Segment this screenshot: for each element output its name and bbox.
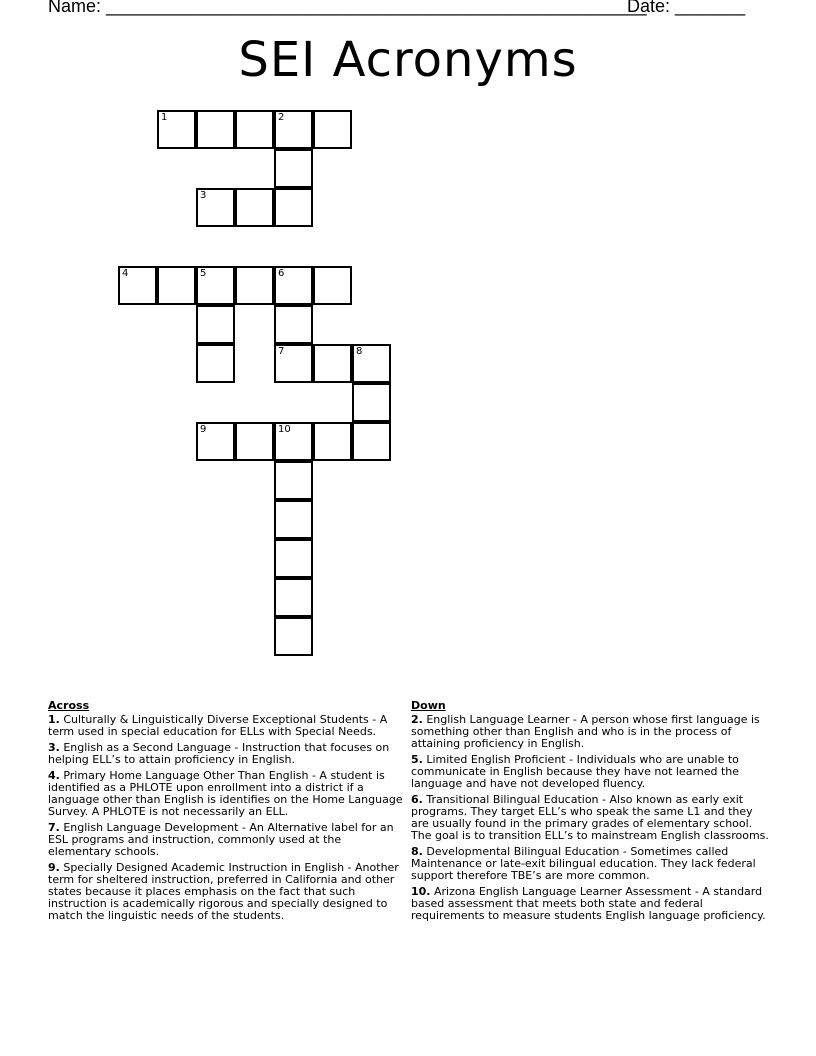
cell-number: 2: [278, 112, 285, 123]
crossword-cell[interactable]: [235, 188, 274, 227]
crossword-cell[interactable]: [313, 110, 352, 149]
clue-text: English Language Development - An Alternative label for an ESL programs and instruction, commonly used at the elementary schools.: [48, 821, 394, 858]
clue-text: English Language Learner - A person whose first language is something other than English and who is in the process of attaining proficiency in English.: [411, 713, 760, 750]
down-clue: [411, 714, 773, 750]
cell-number: 1: [161, 112, 168, 123]
clue-number: 2.: [411, 713, 423, 726]
crossword-cell[interactable]: [274, 578, 313, 617]
down-clue: [411, 754, 773, 790]
crossword-cell[interactable]: [274, 617, 313, 656]
down-clue: [411, 886, 773, 922]
cell-number: 9: [200, 424, 207, 435]
cell-number: 10: [278, 424, 291, 435]
cell-number: 8: [356, 346, 363, 357]
crossword-cell[interactable]: [274, 422, 313, 461]
crossword-cell[interactable]: [235, 266, 274, 305]
crossword-cell[interactable]: [313, 344, 352, 383]
crossword-cell[interactable]: [235, 422, 274, 461]
name-field-label: Name: ______________________________________________________: [48, 0, 647, 16]
clue-number: 7.: [48, 821, 60, 834]
down-clue: [411, 794, 773, 842]
crossword-cell[interactable]: [274, 539, 313, 578]
crossword-cell[interactable]: [274, 344, 313, 383]
crossword-cell[interactable]: [352, 422, 391, 461]
cell-number: 5: [200, 268, 207, 279]
crossword-cell[interactable]: [196, 422, 235, 461]
clue-text: Culturally & Linguistically Diverse Exceptional Students - A term used in special education for ELLs with Special Needs.: [48, 713, 388, 738]
clue-text: Limited English Proficient - Individuals who are unable to communicate in English because they have not learned the language and have not developed fluency.: [411, 753, 740, 790]
across-heading: Across: [48, 699, 90, 712]
cell-number: 3: [200, 190, 207, 201]
crossword-cell[interactable]: [274, 266, 313, 305]
across-clue: [48, 822, 406, 858]
crossword-cell[interactable]: [274, 149, 313, 188]
across-clue: [48, 862, 406, 922]
crossword-cell[interactable]: [196, 188, 235, 227]
clue-text: English as a Second Language - Instruction that focuses on helping ELL’s to attain proficiency in English.: [48, 741, 390, 766]
clue-number: 9.: [48, 861, 60, 874]
clue-text: Specially Designed Academic Instruction in English - Another term for sheltered instruction, preferred in California and other states because it places emphasis on the fact that such instruction is academically rigorous and specially designed to match the linguistic needs of the students.: [48, 861, 399, 922]
clue-text: Transitional Bilingual Education - Also known as early exit programs. They target ELL’s who speak the same L1 and they are usually found in the primary grades of elementary school. The goal is to transition ELL’s to mainstream English classrooms.: [411, 793, 769, 842]
across-clue: [48, 742, 406, 766]
clue-number: 3.: [48, 741, 60, 754]
crossword-cell[interactable]: [274, 110, 313, 149]
crossword-cell[interactable]: [352, 383, 391, 422]
across-clue: [48, 714, 406, 738]
crossword-cell[interactable]: [196, 305, 235, 344]
crossword-cell[interactable]: [274, 305, 313, 344]
clue-text: Developmental Bilingual Education - Sometimes called Maintenance or late-exit bilingual education. They lack federal support therefore TBE’s are more common.: [411, 845, 756, 882]
clue-text: Primary Home Language Other Than English - A student is identified as a PHLOTE upon enrollment into a district if a language other than English is identifies on the Home Language Survey. A PHLOTE is not necessarily an ELL.: [48, 769, 403, 818]
page-title: SEI Acronyms: [238, 32, 578, 88]
crossword-cell[interactable]: [196, 344, 235, 383]
across-clue: [48, 770, 406, 818]
crossword-cell[interactable]: [352, 344, 391, 383]
clue-number: 5.: [411, 753, 423, 766]
clue-number: 6.: [411, 793, 423, 806]
crossword-cell[interactable]: [157, 110, 196, 149]
down-clues: [411, 700, 773, 926]
cell-number: 6: [278, 268, 285, 279]
crossword-cell[interactable]: [196, 110, 235, 149]
crossword-cell[interactable]: [235, 110, 274, 149]
crossword-cell[interactable]: [274, 461, 313, 500]
clue-number: 8.: [411, 845, 423, 858]
crossword-cell[interactable]: [313, 422, 352, 461]
clue-number: 4.: [48, 769, 60, 782]
across-clues: [48, 700, 406, 926]
cell-number: 7: [278, 346, 285, 357]
date-field-label: Date: _______: [627, 0, 746, 16]
crossword-cell[interactable]: [313, 266, 352, 305]
crossword-cell[interactable]: [196, 266, 235, 305]
clue-text: Arizona English Language Learner Assessment - A standard based assessment that meets both state and federal requirements to measure students English language proficiency.: [411, 885, 766, 922]
crossword-cell[interactable]: [157, 266, 196, 305]
down-heading: Down: [411, 699, 446, 712]
crossword-cell[interactable]: [118, 266, 157, 305]
clue-number: 10.: [411, 885, 431, 898]
down-clue: [411, 846, 773, 882]
crossword-cell[interactable]: [274, 188, 313, 227]
cell-number: 4: [122, 268, 129, 279]
clue-number: 1.: [48, 713, 60, 726]
crossword-cell[interactable]: [274, 500, 313, 539]
